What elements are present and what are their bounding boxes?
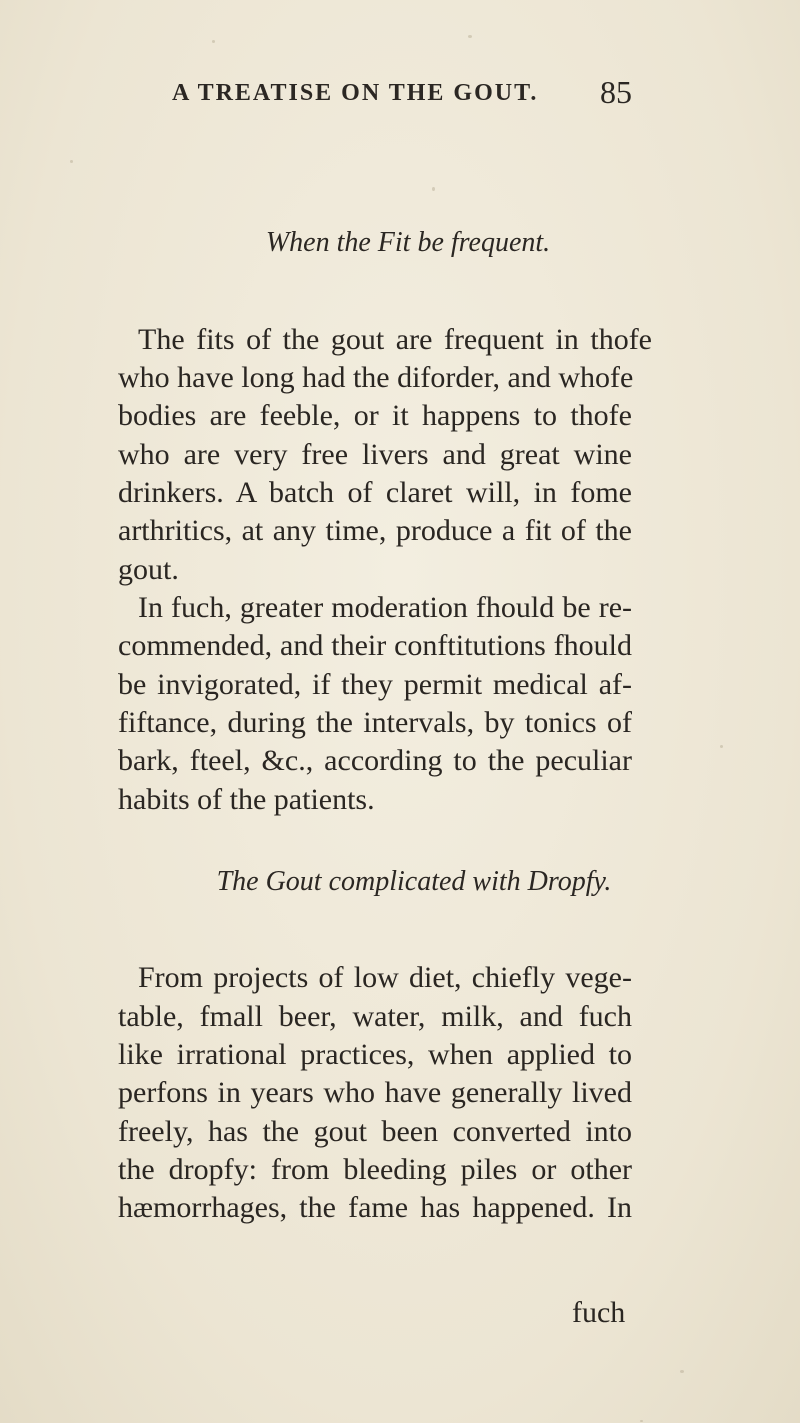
paper-speck [432,187,435,191]
text-line: arthritics, at any time, produce a fit of the [118,514,632,547]
text-line: bark, fteel, &c., according to the peculiar [118,744,632,777]
paper-speck [212,40,215,43]
text-line: gout. [118,553,179,586]
text-line: table, fmall beer, water, milk, and fuch [118,1000,632,1033]
text-line: the dropfy: from bleeding piles or other [118,1153,632,1186]
text-line: who are very free livers and great wine [118,438,632,471]
text-line: hæmorrhages, the fame has happened. In [118,1191,632,1224]
text-line: bodies are feeble, or it happens to thofe [118,399,632,432]
catchword: fuch [572,1296,626,1329]
text-line: who have long had the diforder, and whofe [118,361,634,394]
text-line: drinkers. A batch of claret will, in fome [118,476,632,509]
text-line: commended, and their conftitutions fhould [118,629,632,662]
text-line: like irrational practices, when applied to [118,1038,632,1071]
section-heading-fit-frequent: When the Fit be frequent. [265,227,551,258]
text-line: fiftance, during the intervals, by tonics of [118,706,632,739]
paper-speck [468,35,472,38]
text-line: The fits of the gout are frequent in thofe [138,323,652,356]
text-line: freely, has the gout been converted into [118,1115,632,1148]
paper-speck [70,160,73,163]
running-title: A TREATISE ON THE GOUT. [172,80,539,106]
text-line: From projects of low diet, chiefly vege- [138,961,632,994]
text-line: In fuch, greater moderation fhould be re- [138,591,632,624]
running-head [0,68,800,118]
paper-speck [720,745,723,748]
text-line: perfons in years who have generally lived [118,1076,632,1109]
paper-speck [640,1420,643,1422]
page-number: 85 [600,74,632,110]
paper-speck [680,1370,684,1373]
text-line: be invigorated, if they permit medical af- [118,668,632,701]
text-line: habits of the patients. [118,783,375,816]
section-heading-gout-dropsy: The Gout complicated with Dropfy. [216,866,612,897]
